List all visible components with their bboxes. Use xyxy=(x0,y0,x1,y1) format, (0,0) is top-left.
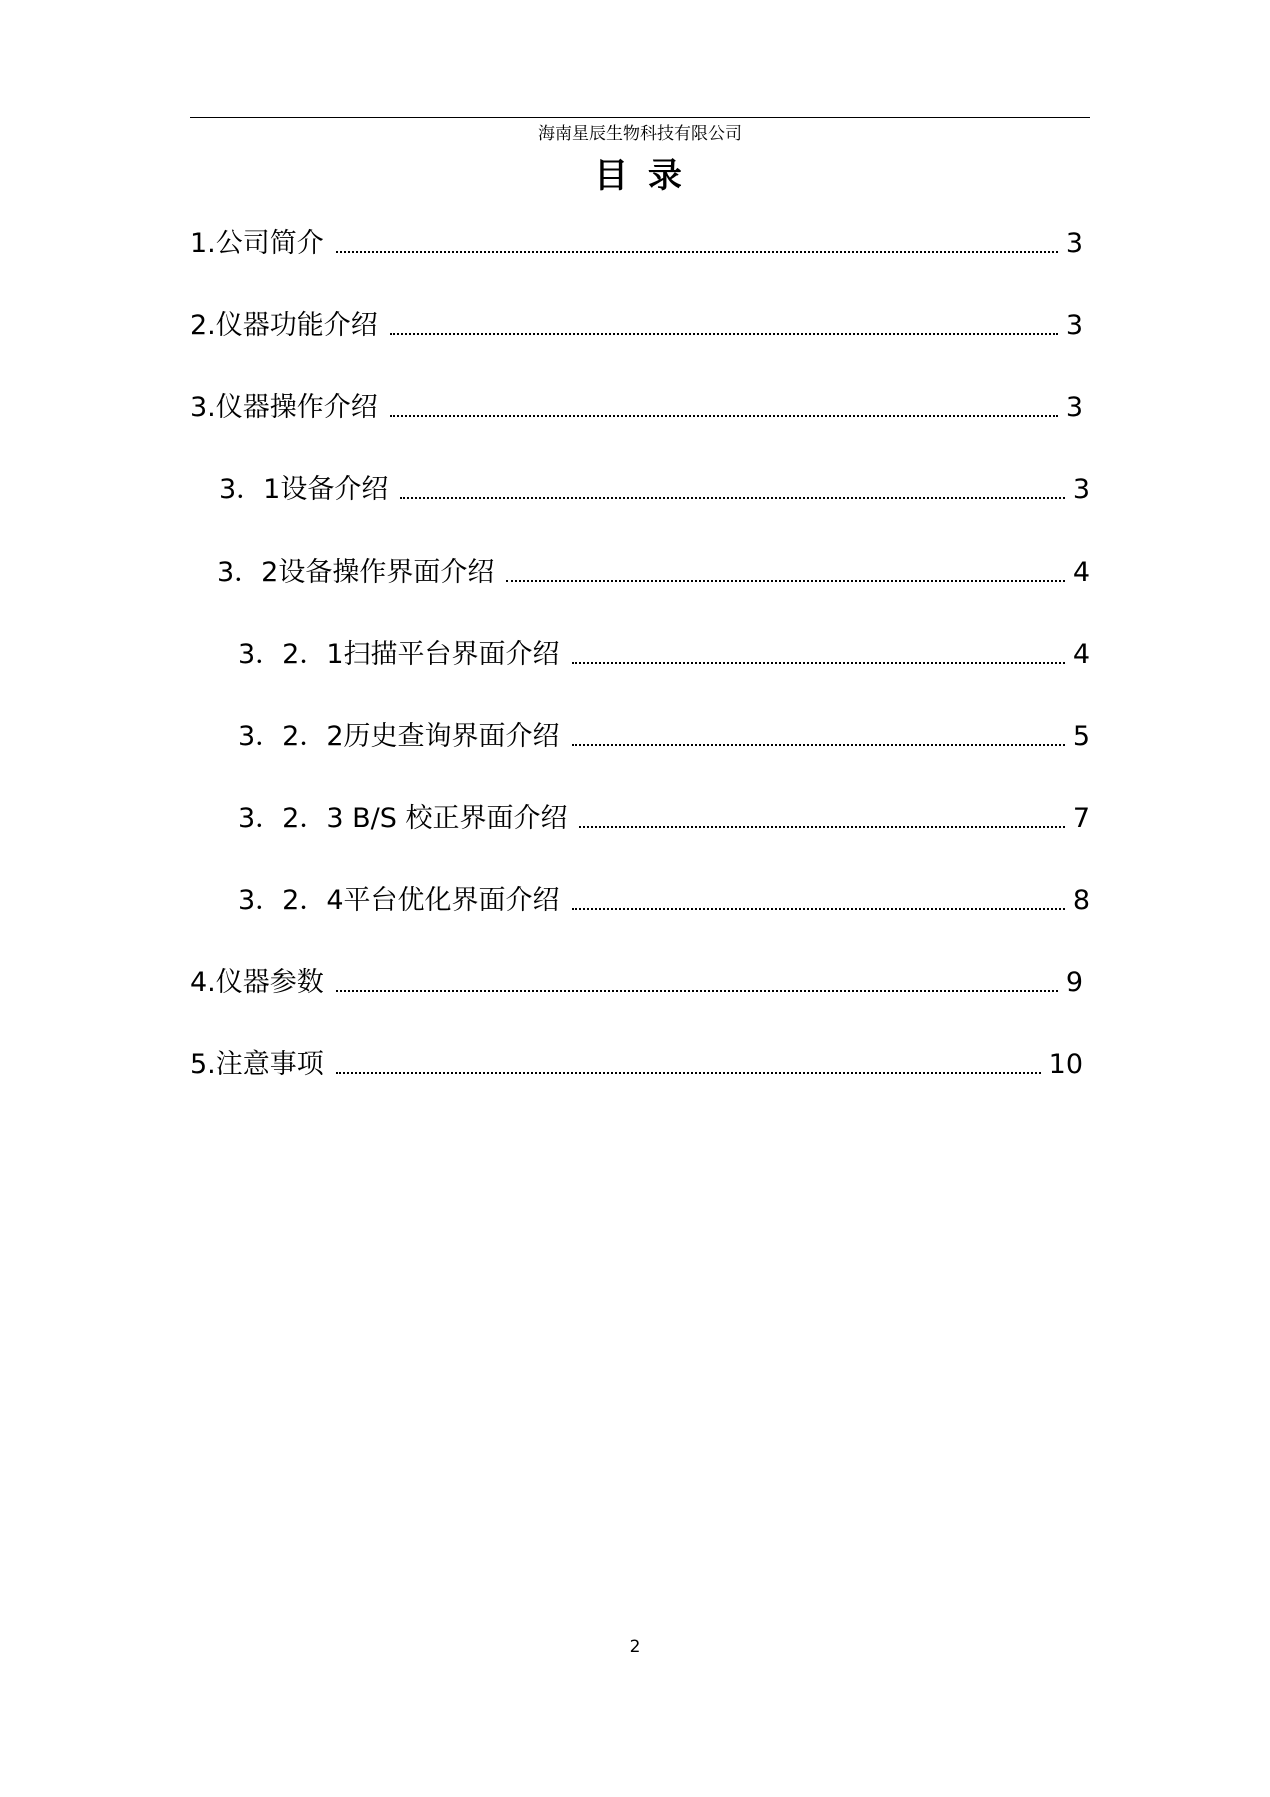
toc-leader-dots xyxy=(572,662,1065,664)
toc-entry-page: 8 xyxy=(1072,885,1090,916)
toc-entry[interactable] xyxy=(190,961,1083,1001)
header-company-name: 海南星辰生物科技有限公司 xyxy=(538,124,742,144)
toc-entry[interactable] xyxy=(238,633,1090,673)
toc-entry-page: 9 xyxy=(1065,967,1083,998)
toc-entry-label: 3．2．3 B/S 校正界面介绍 xyxy=(238,803,568,834)
toc-entry[interactable] xyxy=(238,879,1090,919)
toc-entry-page: 4 xyxy=(1072,557,1090,588)
toc-entry-page: 3 xyxy=(1065,228,1083,259)
page-number: 2 xyxy=(629,1637,641,1657)
toc-entry-label: 1.公司简介 xyxy=(190,228,324,259)
toc-leader-dots xyxy=(400,497,1064,499)
toc-entry-label: 3．2．1扫描平台界面介绍 xyxy=(238,639,560,670)
toc-entry-label: 3．2．4平台优化界面介绍 xyxy=(238,885,560,916)
toc-entry-label: 5.注意事项 xyxy=(190,1049,324,1080)
toc-entry[interactable] xyxy=(190,386,1083,426)
toc-leader-dots xyxy=(336,990,1058,992)
toc-entry-label: 4.仪器参数 xyxy=(190,967,324,998)
toc-entry[interactable] xyxy=(190,1043,1083,1083)
toc-entry-label: 3．2设备操作界面介绍 xyxy=(217,557,495,588)
toc-entry-page: 3 xyxy=(1072,474,1090,505)
toc-entry-label: 3．2．2历史查询界面介绍 xyxy=(238,721,560,752)
toc-title: 目 录 xyxy=(594,156,686,196)
toc-entry-page: 10 xyxy=(1048,1049,1083,1080)
toc-entry-page: 7 xyxy=(1072,803,1090,834)
header-rule xyxy=(190,117,1090,118)
toc-entry-label: 3.仪器操作介绍 xyxy=(190,392,378,423)
toc-entry-page: 4 xyxy=(1072,639,1090,670)
toc-leader-dots xyxy=(390,333,1058,335)
toc-entry[interactable] xyxy=(219,468,1090,508)
toc-leader-dots xyxy=(572,744,1065,746)
toc-leader-dots xyxy=(506,580,1064,582)
toc-entry[interactable] xyxy=(190,222,1083,262)
toc-entry[interactable] xyxy=(238,797,1090,837)
toc-entry-page: 3 xyxy=(1065,392,1083,423)
toc-leader-dots xyxy=(390,415,1058,417)
toc-entry-page: 3 xyxy=(1065,310,1083,341)
toc-entry[interactable] xyxy=(190,304,1083,344)
toc-entry[interactable] xyxy=(217,551,1090,591)
toc-leader-dots xyxy=(572,908,1065,910)
toc-entry[interactable] xyxy=(238,715,1090,755)
toc-leader-dots xyxy=(336,251,1058,253)
toc-leader-dots xyxy=(579,826,1064,828)
toc-entry-page: 5 xyxy=(1072,721,1090,752)
toc-entry-label: 2.仪器功能介绍 xyxy=(190,310,378,341)
toc-leader-dots xyxy=(336,1072,1041,1074)
toc-entry-label: 3．1设备介绍 xyxy=(219,474,389,505)
